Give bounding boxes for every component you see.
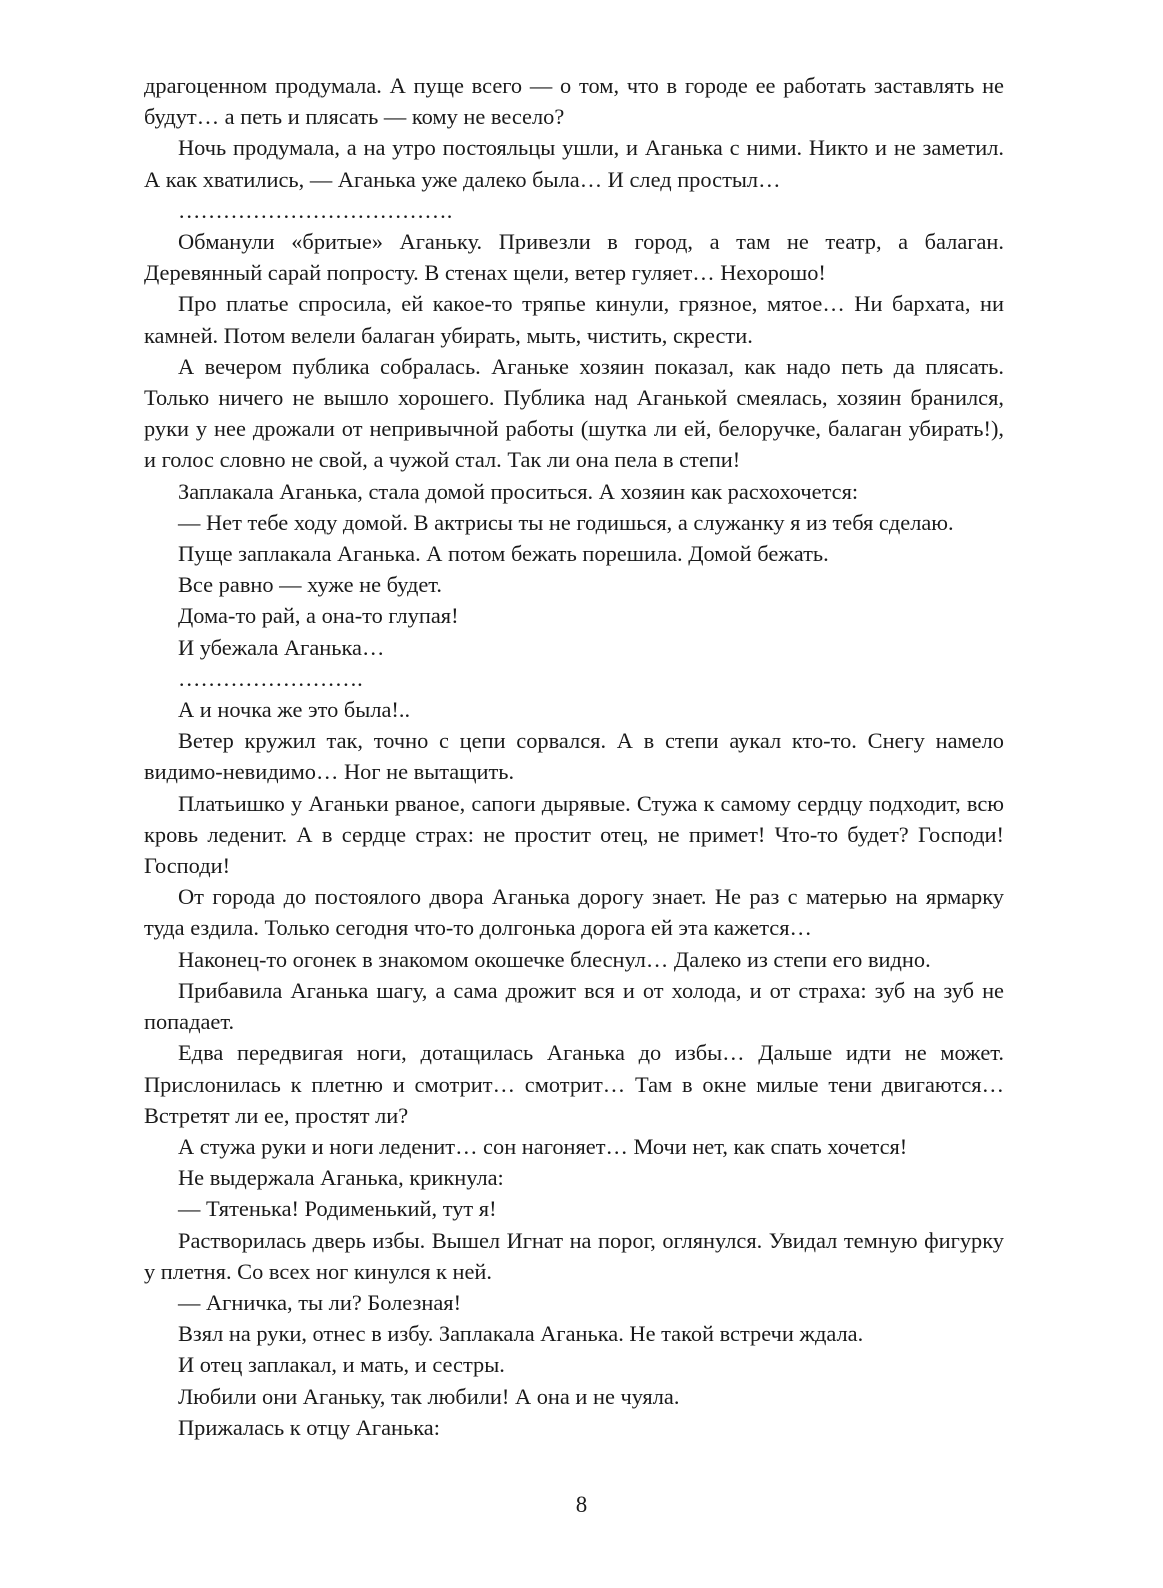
paragraph: Едва передвигая ноги, дотащилась Аганька до избы… Дальше идти не может. Прислонилась к плетню и смотрит… смотрит… Там в окне милые тени двигаются… Встретят ли ее, простят ли? — [144, 1040, 1004, 1128]
paragraph: Платьишко у Аганьки рваное, сапоги дырявые. Стужа к самому сердцу подходит, всю кровь леденит. А в сердце страх: не простит отец, не примет! Что-то будет? Господи! Господи! — [144, 790, 1004, 879]
paragraph: Взял на руки, отнес в избу. Заплакала Аганька. Не такой встречи ждала. — [178, 1321, 864, 1347]
paragraph: Обманули «бритые» Аганьку. Привезли в город, а там не театр, а балаган. Деревянный сарай попросту. В стенах щели, ветер гуляет… Нехорошо! — [144, 229, 1004, 286]
paragraph: Прижалась к отцу Аганька: — [178, 1414, 440, 1440]
paragraph: Не выдержала Аганька, крикнула: — [178, 1165, 504, 1191]
paragraph: Ветер кружил так, точно с цепи сорвался. А в степи аукал кто-то. Снегу намело видимо-невидимо… Ног не вытащить. — [144, 728, 1004, 785]
page-body-text — [144, 70, 1004, 1443]
ellipsis-separator: ……………………. — [178, 665, 363, 691]
paragraph: Заплакала Аганька, стала домой проситься. А хозяин как расхохочется: — [178, 478, 859, 504]
paragraph: Все равно — хуже не будет. — [178, 572, 442, 598]
paragraph: И убежала Аганька… — [178, 634, 385, 660]
paragraph: Ночь продумала, а на утро постояльцы ушли, и Аганька с ними. Никто и не заметил. А как хватились, — Аганька уже далеко была… И след простыл… — [144, 135, 1004, 192]
paragraph: Растворилась дверь избы. Вышел Игнат на порог, оглянулся. Увидал темную фигурку у плетня. Со всех ног кинулся к ней. — [144, 1227, 1004, 1284]
ellipsis-separator: ………………………………. — [178, 197, 453, 223]
paragraph: А стужа руки и ноги леденит… сон нагоняет… Мочи нет, как спать хочется! — [178, 1133, 908, 1159]
paragraph: И отец заплакал, и мать, и сестры. — [178, 1352, 505, 1378]
paragraph: Про платье спросила, ей какое-то тряпье кинули, грязное, мятое… Ни бархата, ни камней. Потом велели балаган убирать, мыть, чистить, скрести. — [144, 291, 1004, 348]
page-number: 8 — [575, 1492, 588, 1517]
paragraph: А и ночка же это была!.. — [178, 697, 411, 723]
paragraph: Наконец-то огонек в знакомом окошечке блеснул… Далеко из степи его видно. — [178, 946, 931, 972]
paragraph: Прибавила Аганька шагу, а сама дрожит вся и от холода, и от страха: зуб на зуб не попадает. — [144, 977, 1004, 1035]
paragraph: Дома-то рай, а она-то глупая! — [178, 603, 459, 629]
paragraph: От города до постоялого двора Аганька дорогу знает. Не раз с матерью на ярмарку туда ездила. Только сегодня что-то долгонька дорога ей эта кажется… — [144, 884, 1004, 941]
dialogue-line: — Агничка, ты ли? Болезная! — [178, 1289, 462, 1315]
paragraph: А вечером публика собралась. Аганьке хозяин показал, как надо петь да плясать. Только ничего не вышло хорошего. Публика над Аганькой смеялась, хозяин бранился, руки у нее дрожали от непривычной работы (шутка ли ей, белоручке, балаган убирать!), и голос словно не свой, а чужой стал. Так ли она пела в степи! — [144, 353, 1004, 473]
paragraph: Пуще заплакала Аганька. А потом бежать порешила. Домой бежать. — [178, 541, 829, 567]
dialogue-line: — Нет тебе ходу домой. В актрисы ты не годишься, а служанку я из тебя сделаю. — [178, 509, 954, 535]
dialogue-line: — Тятенька! Родименький, тут я! — [178, 1196, 497, 1222]
paragraph: драгоценном продумала. А пуще всего — о том, что в городе ее работать заставлять не будут… а петь и плясать — кому не весело? — [144, 73, 1004, 130]
paragraph: Любили они Аганьку, так любили! А она и не чуяла. — [178, 1383, 680, 1409]
